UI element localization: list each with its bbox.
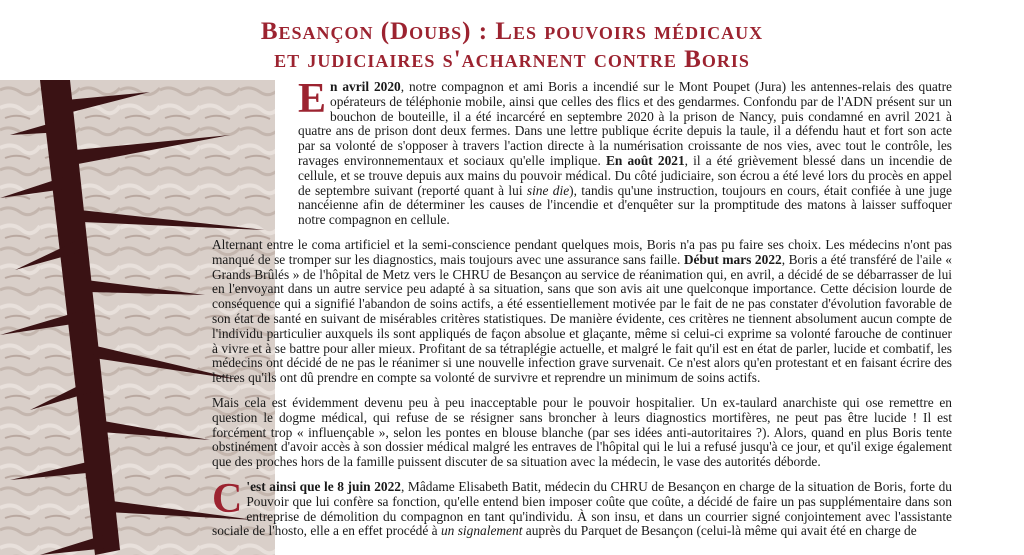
title-line-2: et judiciaires s'acharnent contre Boris — [274, 46, 750, 73]
paragraph-1 — [212, 76, 953, 228]
paragraph-text: , il a été grièvement blessé dans un incendie de cellule, et se trouve depuis aux mains du pouvoir médical. Du côté judiciaire, son écrou a été levé lors du procès en appel de septembre suivant (reporté quant à lui — [298, 152, 953, 198]
italic-term: un signalement — [440, 523, 523, 539]
bold-date: Début mars 2022 — [683, 251, 782, 267]
paragraph-text: , notre compagnon et ami Boris a incendié sur le Mont Poupet (Jura) les antennes-relais des quatre opérateurs de téléphonie mobile, ainsi que celles des flics et des gendarmes. Confondu par de l'ADN présent sur un bouchon de bouteille, il a été incarcéré en septembre 2020 à la prison de Nancy, puis condamné en avril 2021 à quatre ans de prison dont deux fermes. Dans une lettre publique écrite depuis la taule, il a défendu haut et fort son acte par sa volonté de s'opposer à travers l'action directe à la numérisation croissante de nos vies, avec tout le contrôle, les ravages environnementaux et sociaux qu'elle implique. — [298, 79, 953, 168]
dropcap: E — [298, 76, 327, 122]
paragraph-text: ), tandis qu'une instruction, toujours en cours, était confiée à une juge nancéienne afin de déterminer les causes de l'incendie et d'enquêter sur la promptitude des matons à laisser suffoquer notre compagnon en cellule. — [298, 182, 952, 228]
paragraph-text: Alternant entre le coma artificiel et la semi-conscience pendant quelques mois, Boris n'a pas pu faire ses choix. Les médecins n'ont pas manqué de se tromper sur les diagnostics, mais toujours avec une assurance sans faille. — [212, 236, 952, 267]
italic-term: sine die — [526, 182, 570, 198]
lead-in: n avril 2020 — [330, 79, 401, 94]
title-line-1: Besançon (Doubs) : Les pouvoirs médicaux — [260, 18, 764, 45]
paragraph-text: , Mâdame Elisabeth Batit, médecin du CHRU de Besançon en charge de la situation de Boris, forte du Pouvoir que lui confère sa fonction, qu'elle entend bien imposer coûte que coûte, a décidé de faire un pas supplémentaire dans son entreprise de démolition du compagnon en tant qu'individu. À son insu, et dans un courrier signé conjointement avec l'assistante sociale de l'hosto, elle a en effet procédé à — [212, 478, 952, 539]
paragraph-text: auprès du Parquet de Besançon (celui-là même qui avait été en charge de — [522, 523, 917, 539]
lead-in: 'est ainsi que le 8 juin 2022 — [246, 478, 401, 494]
article-body — [212, 76, 953, 549]
paragraph-4 — [212, 475, 952, 539]
article-title — [0, 18, 1024, 74]
paragraph-3 — [212, 396, 952, 470]
paragraph-text: Mais cela est évidemment devenu peu à peu inacceptable pour le pouvoir hospitalier. Un ex-taulard anarchiste qui ose remettre en question le dogme médical, qui refuse de se résigner sans broncher à leurs diagnostics mortifères, ne peut pas être lucide ! Il est forcément trop « influençable », selon les pontes en blouse blanche (par ses idées anti-autoritaires ?). Alors, quand en plus Boris tente obstinément d'avoir accès à son dossier médical malgré les entraves de l'hôpital qui le lui a refusé jusqu'à ce jour, et qu'il exige également que des proches hors de la famille puissent discuter de sa situation avec la médecin, le vase des autorités déborde. — [212, 394, 952, 470]
bold-date: En août 2021 — [605, 152, 685, 168]
dropcap: C — [212, 475, 243, 522]
paragraph-2 — [212, 238, 952, 386]
paragraph-text: , Boris a été transféré de l'aile « Grands Brûlés » de l'hôpital de Metz vers le CHRU de Besançon au service de réanimation qui, en avril, a décidé de se débarrasser de lui en l'envoyant dans un autre service peu adapté à sa situation, sans que son avis ait une quelconque importance. Cette décision lourde de conséquence qui a signifié l'abandon de soins actifs, a été essentiellement motivée par le fait de ne pas constater d'évolution favorable de son état de santé en suivant de misérables critères statistiques. De manière évidente, ces critères ne tiennent absolument aucun compte de l'individu particulier auxquels ils sont appliqués de façon absolue et glaçante, même si celui-ci exprime sa volonté farouche de continuer à vivre et à se battre pour aller mieux. Profitant de sa tétraplégie actuelle, et malgré le fait qu'il est en état de parler, lucide et combatif, les médecins ont décidé de ne pas le réanimer si une nouvelle infection grave survenait. Ce n'est alors qu'en protestant et en faisant écrire des lettres qu'ils ont dû prendre en compte sa volonté de survivre et reprendre un minimum de soins actifs. — [212, 251, 953, 386]
